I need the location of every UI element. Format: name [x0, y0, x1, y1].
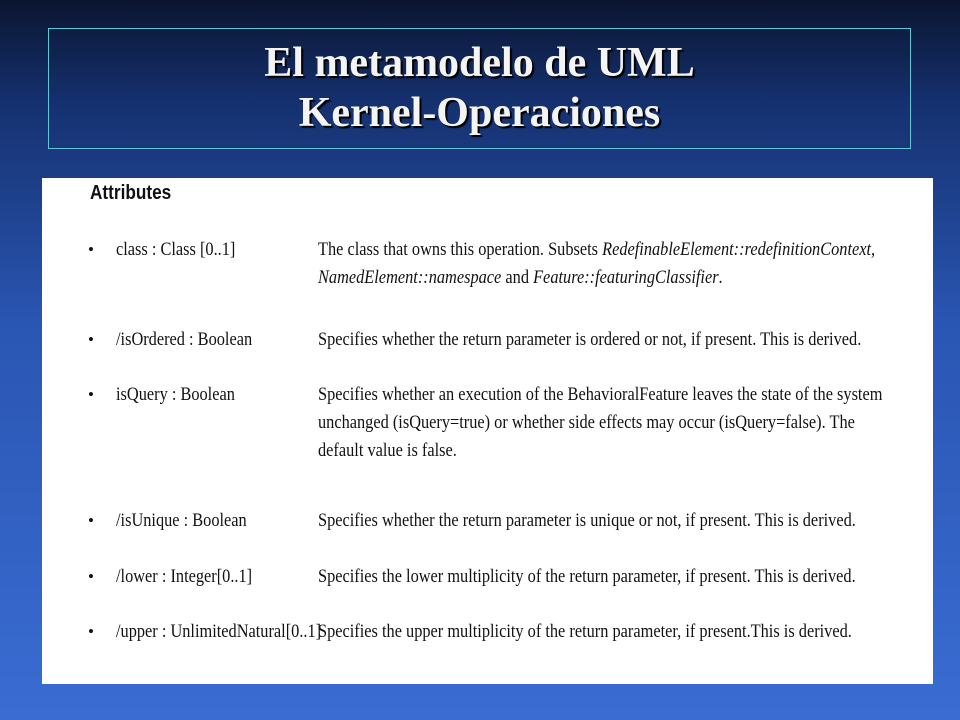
- bullet-icon: •: [88, 622, 94, 641]
- description-italic-run: RedefinableElement::redefinitionContext,: [602, 239, 876, 260]
- description-italic-run: NamedElement::namespace: [318, 267, 502, 288]
- attribute-name: isQuery : Boolean: [116, 384, 235, 405]
- slide-title-box: [48, 28, 911, 149]
- attribute-name: /lower : Integer[0..1]: [116, 566, 253, 587]
- description-run: Specifies the upper multiplicity of the return parameter, if present.This is derived.: [318, 621, 852, 642]
- description-run: Specifies whether the return parameter is ordered or not, if present. This is derived.: [318, 329, 862, 350]
- attribute-description: [318, 507, 894, 535]
- scanned-document-panel: [42, 178, 933, 684]
- description-run: The class that owns this operation. Subsets: [318, 239, 603, 260]
- bullet-icon: •: [88, 330, 94, 349]
- description-italic-run: Feature::featuringClassifier: [533, 267, 719, 288]
- attribute-description: [318, 381, 894, 465]
- description-run: and: [501, 267, 534, 288]
- description-run: Specifies whether an execution of the BehavioralFeature leaves the state of the system unchanged (isQuery=true) or whether side effects may occur (isQuery=false). The default value is false.: [318, 384, 883, 461]
- description-run: Specifies whether the return parameter is unique or not, if present. This is derived.: [318, 510, 856, 531]
- attributes-heading: Attributes: [90, 182, 172, 204]
- attribute-name: class : Class [0..1]: [116, 239, 236, 260]
- slide-title-line-1: El metamodelo de UML: [264, 40, 695, 86]
- description-run: Specifies the lower multiplicity of the return parameter, if present. This is derived.: [318, 566, 856, 587]
- attribute-name: /isUnique : Boolean: [116, 510, 247, 531]
- bullet-icon: •: [88, 240, 94, 259]
- attribute-description: [318, 326, 894, 354]
- attribute-name: /isOrdered : Boolean: [116, 329, 253, 350]
- description-run: .: [718, 267, 723, 288]
- attribute-name: /upper : UnlimitedNatural[0..1]: [116, 621, 322, 642]
- bullet-icon: •: [88, 567, 94, 586]
- attribute-description: [318, 618, 894, 646]
- attribute-description: [318, 236, 894, 292]
- attribute-description: [318, 563, 894, 591]
- bullet-icon: •: [88, 511, 94, 530]
- bullet-icon: •: [88, 385, 94, 404]
- slide-title-line-2: Kernel-Operaciones: [298, 90, 661, 136]
